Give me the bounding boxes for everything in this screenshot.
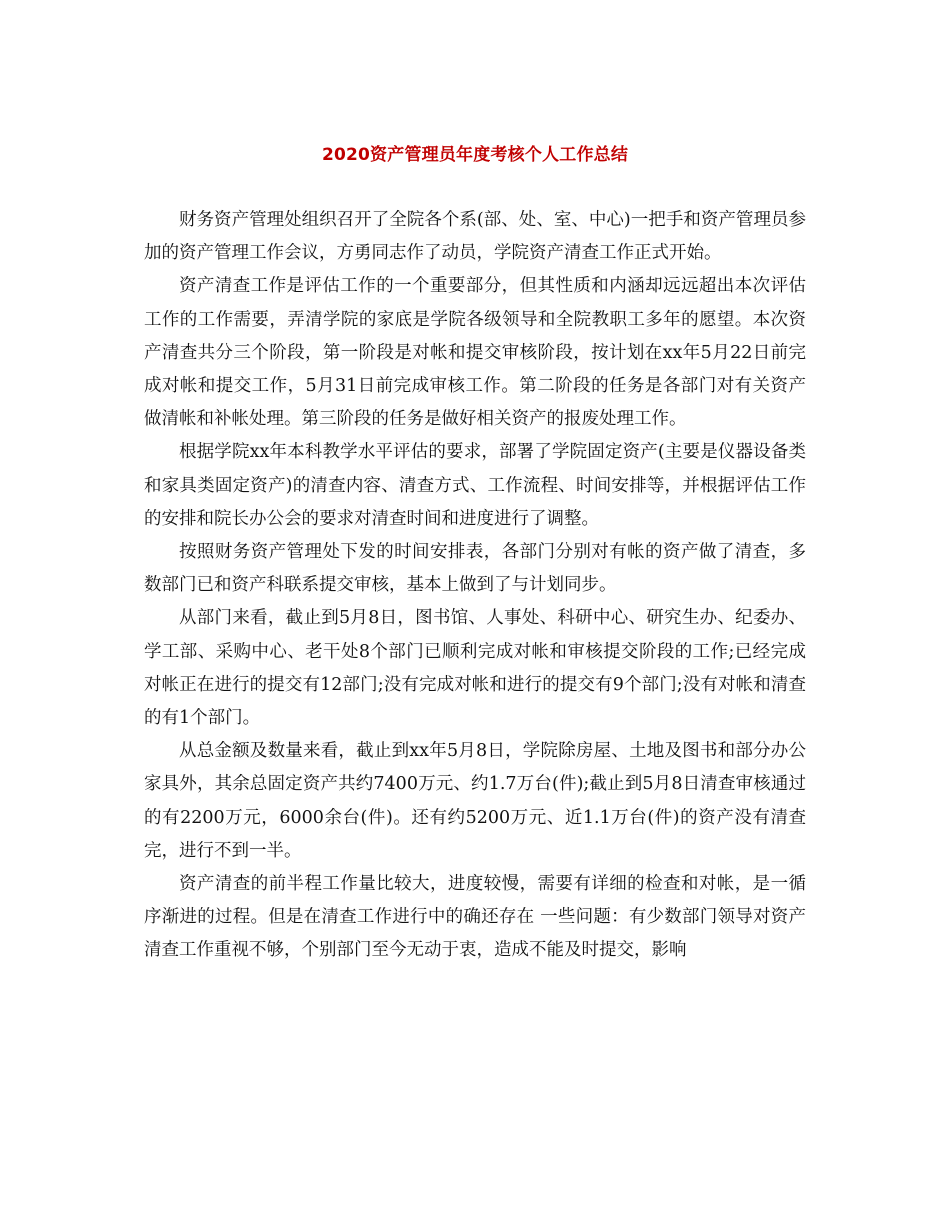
document-title: 2020资产管理员年度考核个人工作总结: [321, 145, 629, 165]
paragraph-5: 从部门来看，截止到5月8日，图书馆、人事处、科研中心、研究生办、纪委办、学工部、采购中心、老干处8个部门已顺利完成对帐和审核提交阶段的工作;已经完成对帐正在进行的提交有12部门;没有完成对帐和进行的提交有9个部门;没有对帐和清查的有1个部门。: [144, 608, 806, 729]
paragraph-3: 根据学院xx年本科教学水平评估的要求，部署了学院固定资产(主要是仪器设备类和家具类固定资产)的清查内容、清查方式、工作流程、时间安排等，并根据评估工作的安排和院长办公会的要求对清查时间和进度进行了调整。: [144, 442, 806, 529]
paragraph-7: 资产清查的前半程工作量比较大，进度较慢，需要有详细的检查和对帐，是一循序渐进的过程。但是在清查工作进行中的确还存在 一些问题：有少数部门领导对资产清查工作重视不够，个别部门至今无动于衷，造成不能及时提交，影响: [144, 874, 806, 961]
paragraph-2: 资产清查工作是评估工作的一个重要部分，但其性质和内涵却远远超出本次评估工作的工作需要，弄清学院的家底是学院各级领导和全院教职工多年的愿望。本次资产清查共分三个阶段，第一阶段是对帐和提交审核阶段，按计划在xx年5月22日前完成对帐和提交工作，5月31日前完成审核工作。第二阶段的任务是各部门对有关资产做清帐和补帐处理。第三阶段的任务是做好相关资产的报废处理工作。: [144, 276, 806, 430]
document-body: [144, 204, 806, 968]
paragraph-4: 按照财务资产管理处下发的时间安排表，各部门分别对有帐的资产做了清查，多数部门已和资产科联系提交审核，基本上做到了与计划同步。: [144, 542, 806, 596]
paragraph-6: 从总金额及数量来看，截止到xx年5月8日，学院除房屋、土地及图书和部分办公家具外，其余总固定资产共约7400万元、约1.7万台(件);截止到5月8日清查审核通过的有2200万元，6000余台(件)。还有约5200万元、近1.1万台(件)的资产没有清查完，进行不到一半。: [144, 741, 806, 861]
paragraph-1: 财务资产管理处组织召开了全院各个系(部、处、室、中心)一把手和资产管理员参加的资产管理工作会议，方勇同志作了动员，学院资产清查工作正式开始。: [144, 210, 806, 264]
